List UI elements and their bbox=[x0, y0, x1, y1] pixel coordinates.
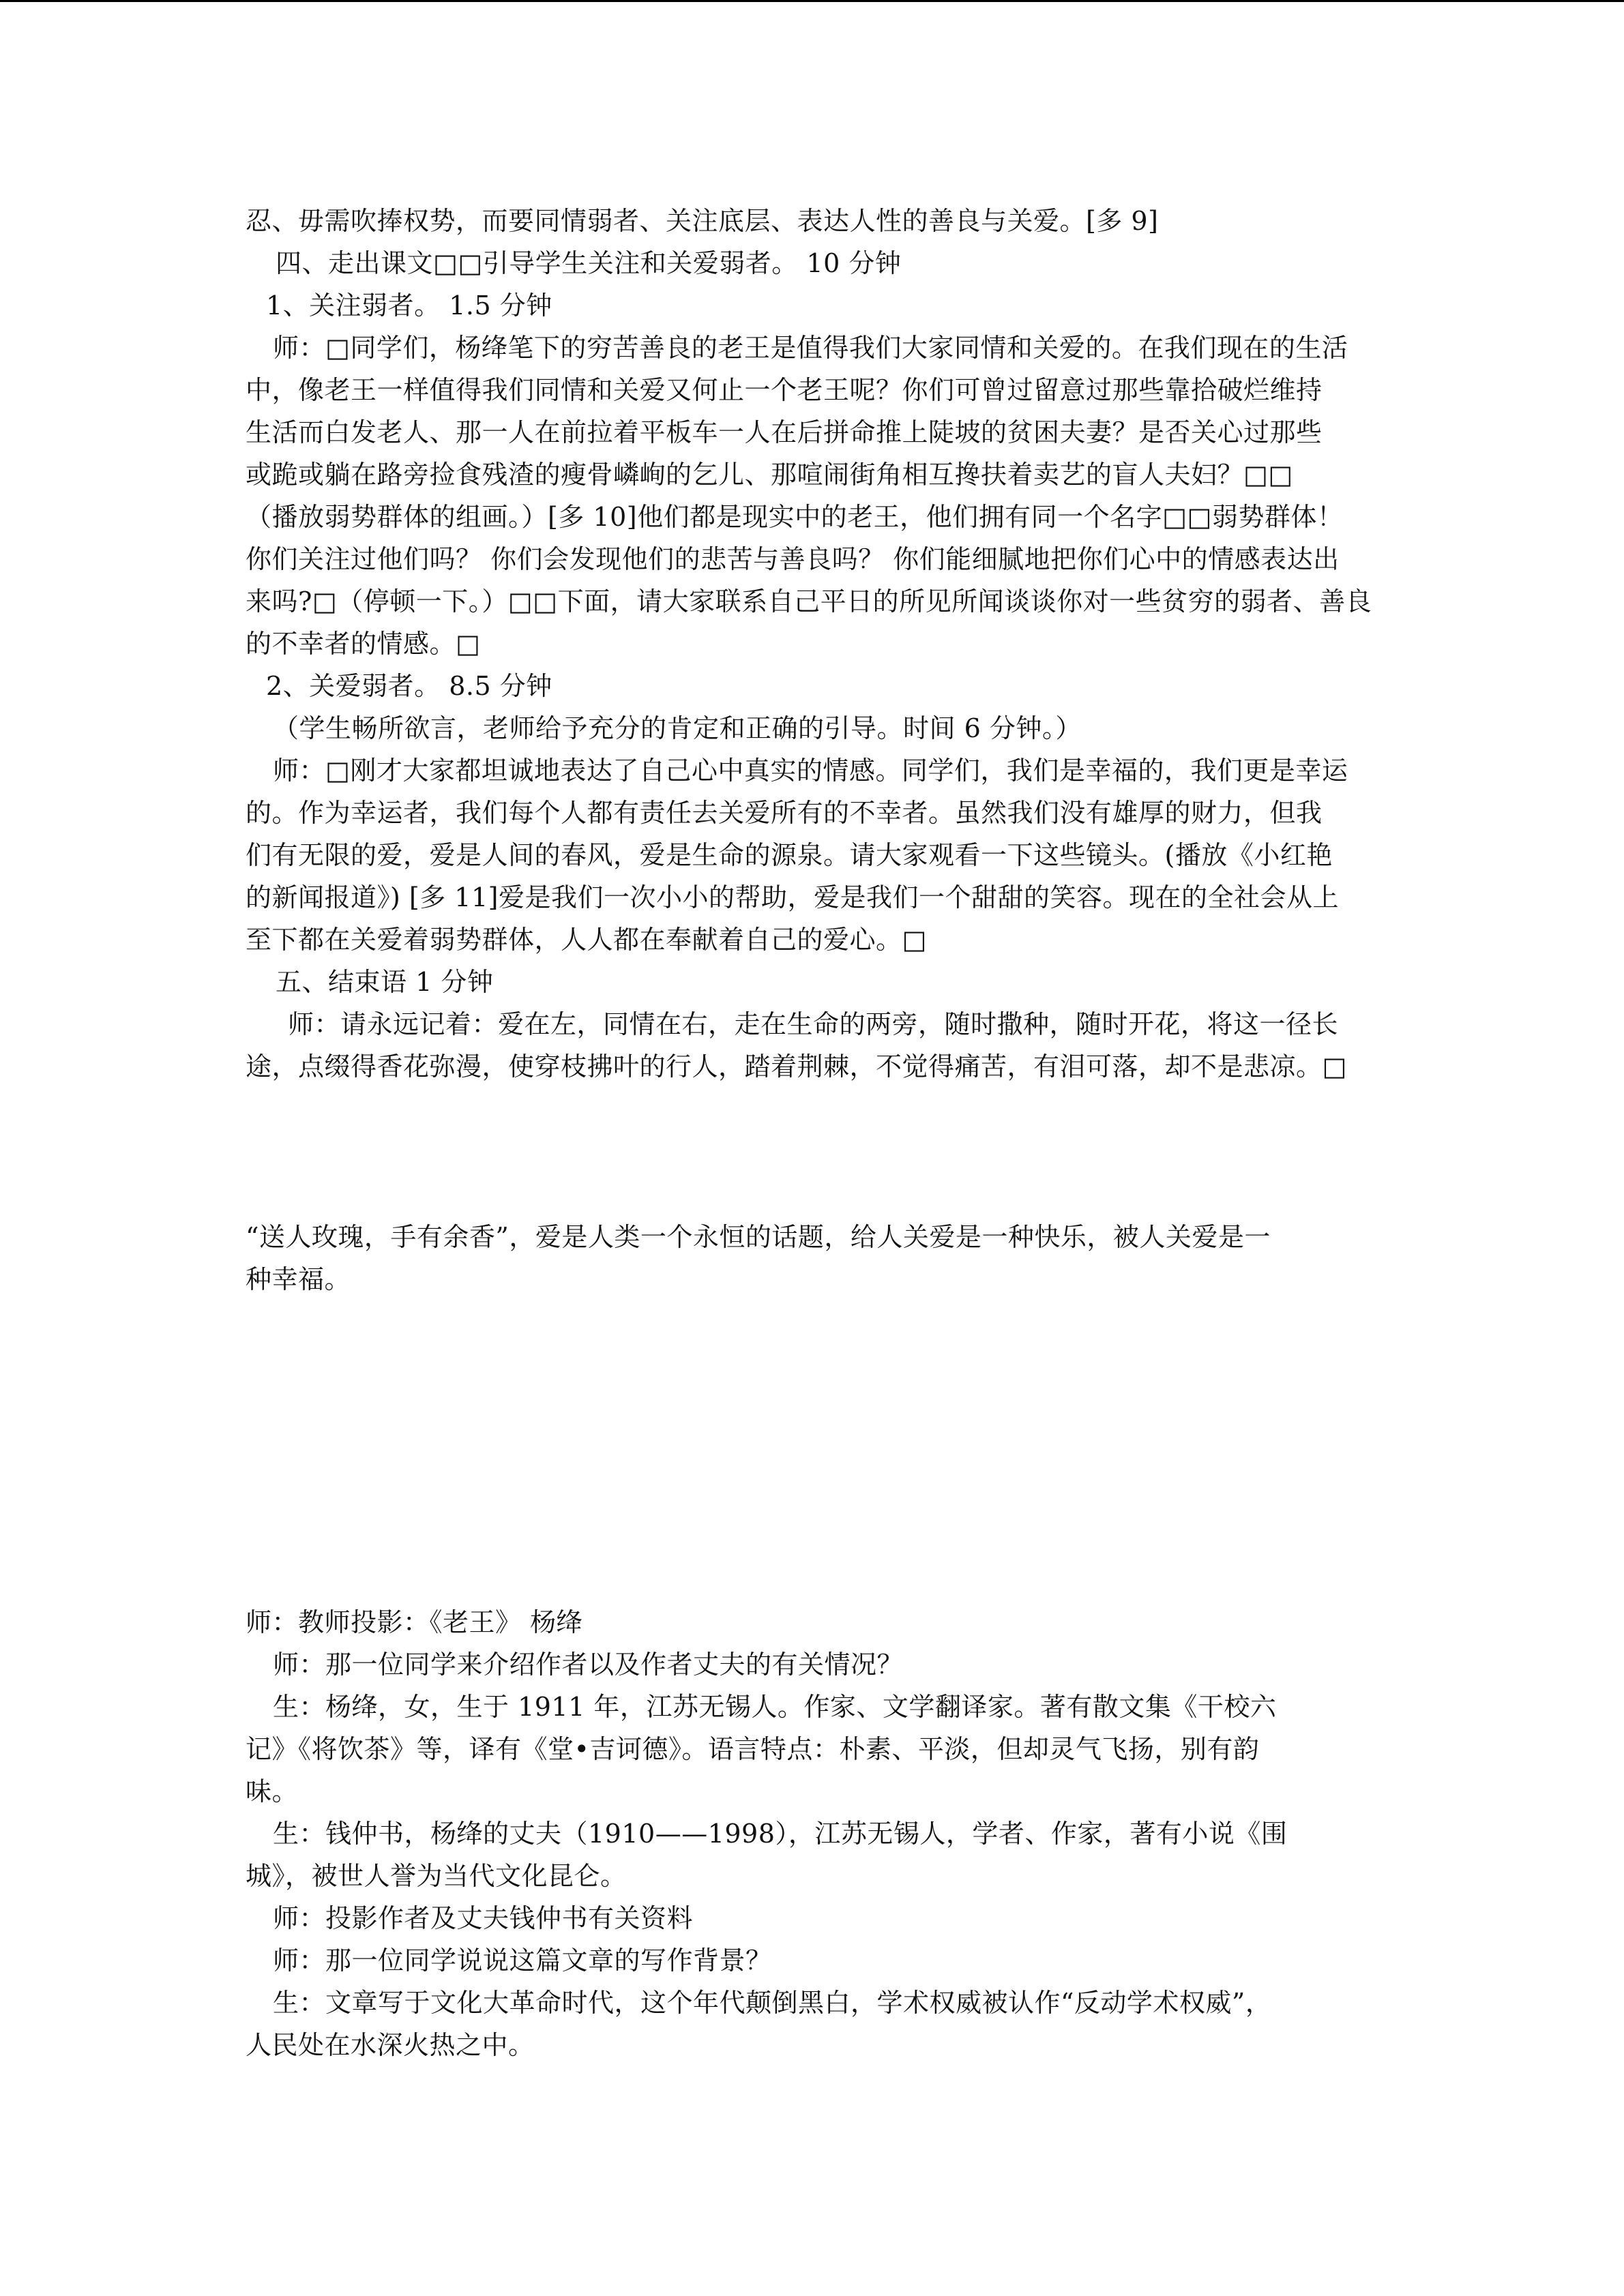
text-line: 1、关注弱者。 1.5 分钟 bbox=[266, 290, 552, 320]
text-line: 或跪或躺在路旁捡食残渣的瘦骨嶙峋的乞儿、那喧闹街角相互搀扶着卖艺的盲人夫妇？□□ bbox=[246, 460, 1293, 490]
closing-quote-section bbox=[246, 1216, 1391, 1300]
text-line: 师：□同学们，杨绛笔下的穷苦善良的老王是值得我们大家同情和关爱的。在我们现在的生活 bbox=[273, 333, 1348, 363]
text-line: 记》《将饮茶》等，译有《堂•吉诃德》。语言特点：朴素、平淡，但却灵气飞扬，别有韵 bbox=[246, 1734, 1260, 1764]
text-line: 师：那一位同学来介绍作者以及作者丈夫的有关情况？ bbox=[273, 1650, 904, 1680]
classroom-dialogue-section bbox=[246, 1601, 1391, 2066]
text-line: 师：投影作者及丈夫钱仲书有关资料 bbox=[273, 1903, 694, 1933]
text-line: 你们关注过他们吗？ 你们会发现他们的悲苦与善良吗？ 你们能细腻地把你们心中的情感表达出 bbox=[246, 544, 1340, 574]
text-line: 的新闻报道》) [多 11]爱是我们一次小小的帮助，爱是我们一个甜甜的笑容。现在的全社会从上 bbox=[246, 882, 1339, 912]
text-line: 味。 bbox=[246, 1776, 299, 1806]
text-line: 途，点缀得香花弥漫，使穿枝拂叶的行人，踏着荆棘，不觉得痛苦，有泪可落，却不是悲凉。□ bbox=[246, 1052, 1347, 1082]
text-line: 师：那一位同学说说这篇文章的写作背景？ bbox=[273, 1945, 772, 1976]
text-line: 生：文章写于文化大革命时代，这个年代颠倒黑白，学术权威被认作“反动学术权威”， bbox=[273, 1988, 1272, 2018]
text-line: 五、结束语 1 分钟 bbox=[276, 967, 494, 997]
text-line: 人民处在水深火热之中。 bbox=[246, 2030, 535, 2060]
text-line: 的不幸者的情感。□ bbox=[246, 629, 481, 659]
text-line: 生：钱仲书，杨绛的丈夫（1910——1998），江苏无锡人，学者、作家，著有小说《围 bbox=[273, 1819, 1288, 1849]
text-line: 师：请永远记着：爱在左，同情在右，走在生命的两旁，随时撒种，随时开花，将这一径长 bbox=[288, 1009, 1339, 1039]
text-line: 忍、毋需吹捧权势，而要同情弱者、关注底层、表达人性的善良与关爱。[多 9] bbox=[246, 206, 1159, 236]
text-line: （学生畅所欲言，老师给予充分的肯定和正确的引导。时间 6 分钟。） bbox=[273, 713, 1082, 743]
text-line: 种幸福。 bbox=[246, 1264, 351, 1294]
text-line: 城》，被世人誉为当代文化昆仑。 bbox=[246, 1861, 627, 1891]
text-line: 来吗?□（停顿一下。）□□下面，请大家联系自己平日的所见所闻谈谈你对一些贫穷的弱者、善良 bbox=[246, 586, 1372, 616]
text-line: 生：杨绛，女，生于 1911 年，江苏无锡人。作家、文学翻译家。著有散文集《干校六 bbox=[273, 1692, 1277, 1722]
lesson-plan-section bbox=[246, 200, 1391, 1088]
text-line: 师：教师投影：《老王》 杨绛 bbox=[246, 1607, 583, 1637]
text-line: 生活而白发老人、那一人在前拉着平板车一人在后拼命推上陡坡的贫困夫妻？是否关心过那些 bbox=[246, 417, 1323, 447]
text-line: 中，像老王一样值得我们同情和关爱又何止一个老王呢？你们可曾过留意过那些靠拾破烂维持 bbox=[246, 375, 1323, 405]
text-line: 四、走出课文□□引导学生关注和关爱弱者。 10 分钟 bbox=[276, 248, 902, 278]
text-line: 2、关爱弱者。 8.5 分钟 bbox=[266, 671, 552, 701]
text-line: （播放弱势群体的组画。）[多 10]他们都是现实中的老王，他们拥有同一个名字□□弱势群体！ bbox=[246, 502, 1344, 532]
text-line: 的。作为幸运者，我们每个人都有责任去关爱所有的不幸者。虽然我们没有雄厚的财力，但我 bbox=[246, 798, 1323, 828]
text-line: 至下都在关爱着弱势群体，人人都在奉献着自己的爱心。□ bbox=[246, 925, 927, 955]
text-line: 师：□刚才大家都坦诚地表达了自己心中真实的情感。同学们，我们是幸福的，我们更是幸运 bbox=[273, 756, 1348, 786]
text-line: “送人玫瑰，手有余香”，爱是人类一个永恒的话题，给人关爱是一种快乐，被人关爱是一 bbox=[246, 1222, 1271, 1252]
text-line: 们有无限的爱，爱是人间的春风，爱是生命的源泉。请大家观看一下这些镜头。(播放《小红艳 bbox=[246, 840, 1333, 870]
